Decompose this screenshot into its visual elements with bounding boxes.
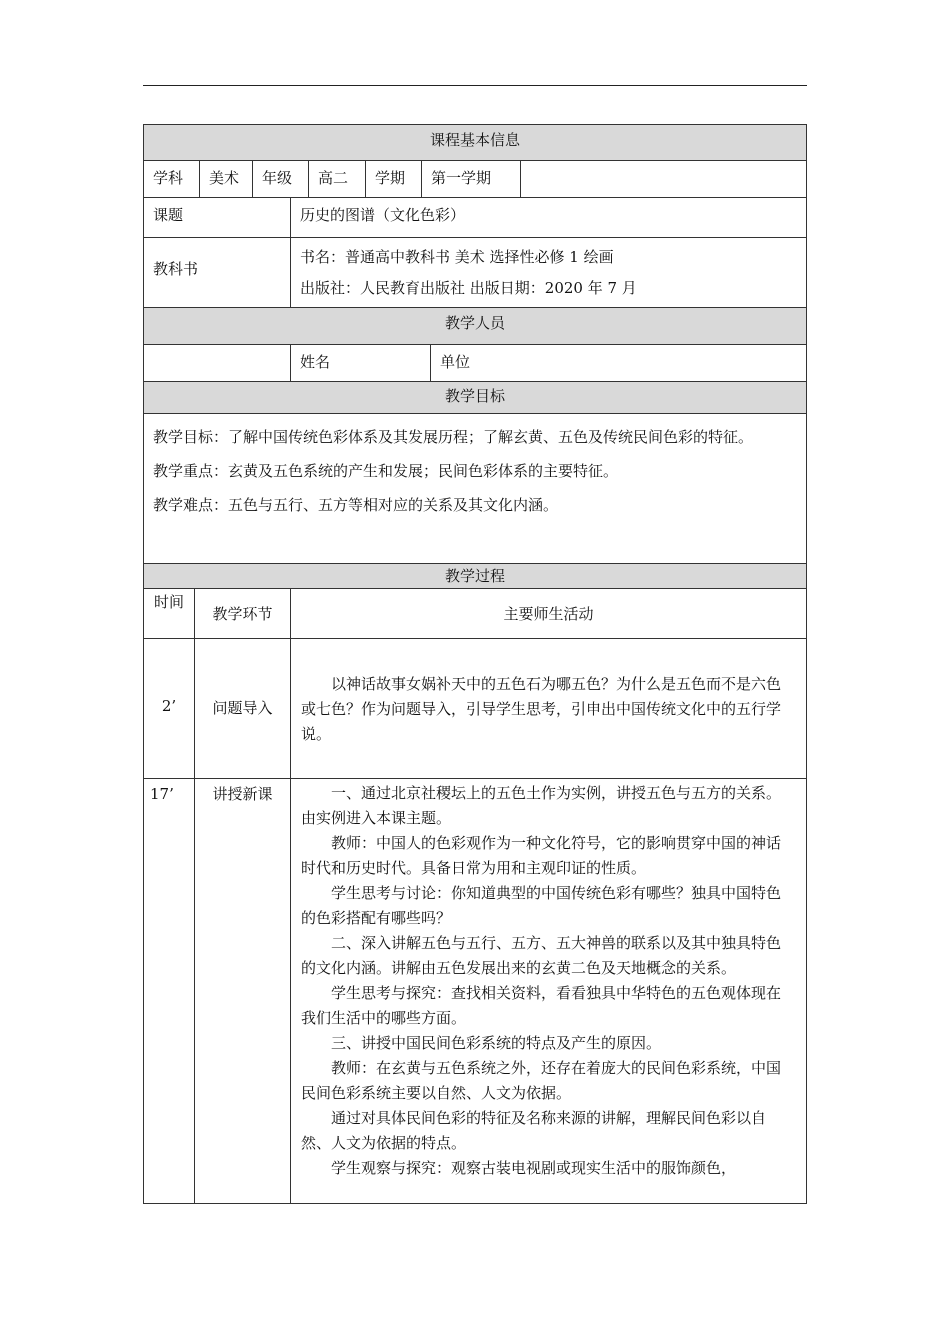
process-activity [290, 779, 806, 1203]
textbook-info [290, 238, 806, 307]
activity-paragraph: 学生思考与讨论：你知道典型的中国传统色彩有哪些？独具中国特色的色彩搭配有哪些吗？ [301, 884, 782, 927]
process-header [143, 564, 807, 589]
topic-label: 课题 [153, 206, 184, 224]
goals-header [143, 382, 807, 414]
activity-paragraph: 一、通过北京社稷坛上的五色土作为实例，讲授五色与五方的关系。由实例进入本课主题。 [301, 784, 782, 827]
name-label: 姓名 [290, 345, 430, 381]
process-time: 17’ [150, 785, 174, 803]
page-header-rule [143, 85, 807, 86]
activity-paragraph: 以神话故事女娲补天中的五色石为哪五色？为什么是五色而不是六色或七色？作为问题导入，引导学生思考，引申出中国传统文化中的五行学说。 [301, 675, 782, 743]
staff-title: 教学人员 [444, 314, 505, 332]
activity-paragraph: 三、讲授中国民间色彩系统的特点及产生的原因。 [331, 1034, 662, 1052]
activity-header: 主要师生活动 [290, 589, 806, 638]
staff-header [143, 308, 807, 345]
activity-paragraph: 通过对具体民间色彩的特征及名称来源的讲解，理解民间色彩以自然、人文为依据的特点。 [301, 1109, 767, 1152]
grade-label: 年级 [252, 161, 308, 197]
staff-row [143, 345, 807, 382]
goals-title: 教学目标 [444, 387, 505, 405]
teaching-key-point: 教学重点：玄黄及五色系统的产生和发展；民间色彩体系的主要特征。 [153, 462, 619, 480]
process-row-lecture [143, 779, 807, 1204]
textbook-line-2: 出版社：人民教育出版社 出版日期：2020 年 7 月 [300, 279, 637, 297]
teaching-difficulty: 教学难点：五色与五行、五方等相对应的关系及其文化内涵。 [153, 496, 559, 514]
process-title: 教学过程 [444, 567, 505, 585]
process-stage: 讲授新课 [194, 779, 290, 1203]
time-header: 时间 [153, 593, 184, 611]
activity-paragraph: 教师：在玄黄与五色系统之外，还存在着庞大的民间色彩系统，中国民间色彩系统主要以自然、人文为依据。 [301, 1059, 782, 1102]
topic-row [143, 198, 807, 238]
process-time: 2’ [161, 697, 177, 715]
stage-header: 教学环节 [194, 589, 290, 638]
subject-grade-term-row [143, 161, 807, 198]
teaching-objective: 教学目标：了解中国传统色彩体系及其发展历程；了解玄黄、五色及传统民间色彩的特征。 [153, 428, 754, 446]
term-value: 第一学期 [421, 161, 520, 197]
process-activity [290, 639, 806, 778]
process-row-intro [143, 639, 807, 779]
process-stage: 问题导入 [194, 639, 290, 778]
goals-body [143, 414, 807, 564]
basic-info-title: 课程基本信息 [429, 131, 520, 149]
process-column-headers [143, 589, 807, 639]
term-label: 学期 [365, 161, 421, 197]
empty-cell [520, 161, 806, 197]
grade-value: 高二 [308, 161, 365, 197]
activity-paragraph: 二、深入讲解五色与五行、五方、五大神兽的联系以及其中独具特色的文化内涵。讲解由五色发展出来的玄黄二色及天地概念的关系。 [301, 934, 782, 977]
basic-info-header [143, 124, 807, 161]
unit-label: 单位 [430, 345, 806, 381]
textbook-line-1: 书名：普通高中教科书 美术 选择性必修 1 绘画 [300, 248, 614, 266]
subject-label: 学科 [153, 169, 184, 187]
textbook-label: 教科书 [153, 260, 199, 278]
activity-paragraph: 学生观察与探究：观察古装电视剧或现实生活中的服饰颜色， [331, 1159, 737, 1177]
subject-value: 美术 [199, 161, 252, 197]
activity-paragraph: 教师：中国人的色彩观作为一种文化符号，它的影响贯穿中国的神话时代和历史时代。具备日常为用和主观印证的性质。 [301, 834, 782, 877]
topic-value: 历史的图谱（文化色彩） [290, 198, 806, 237]
activity-paragraph: 学生思考与探究：查找相关资料，看看独具中华特色的五色观体现在我们生活中的哪些方面。 [301, 984, 782, 1027]
staff-empty-cell [144, 345, 290, 381]
textbook-row [143, 238, 807, 308]
lesson-plan-table [143, 124, 807, 1204]
